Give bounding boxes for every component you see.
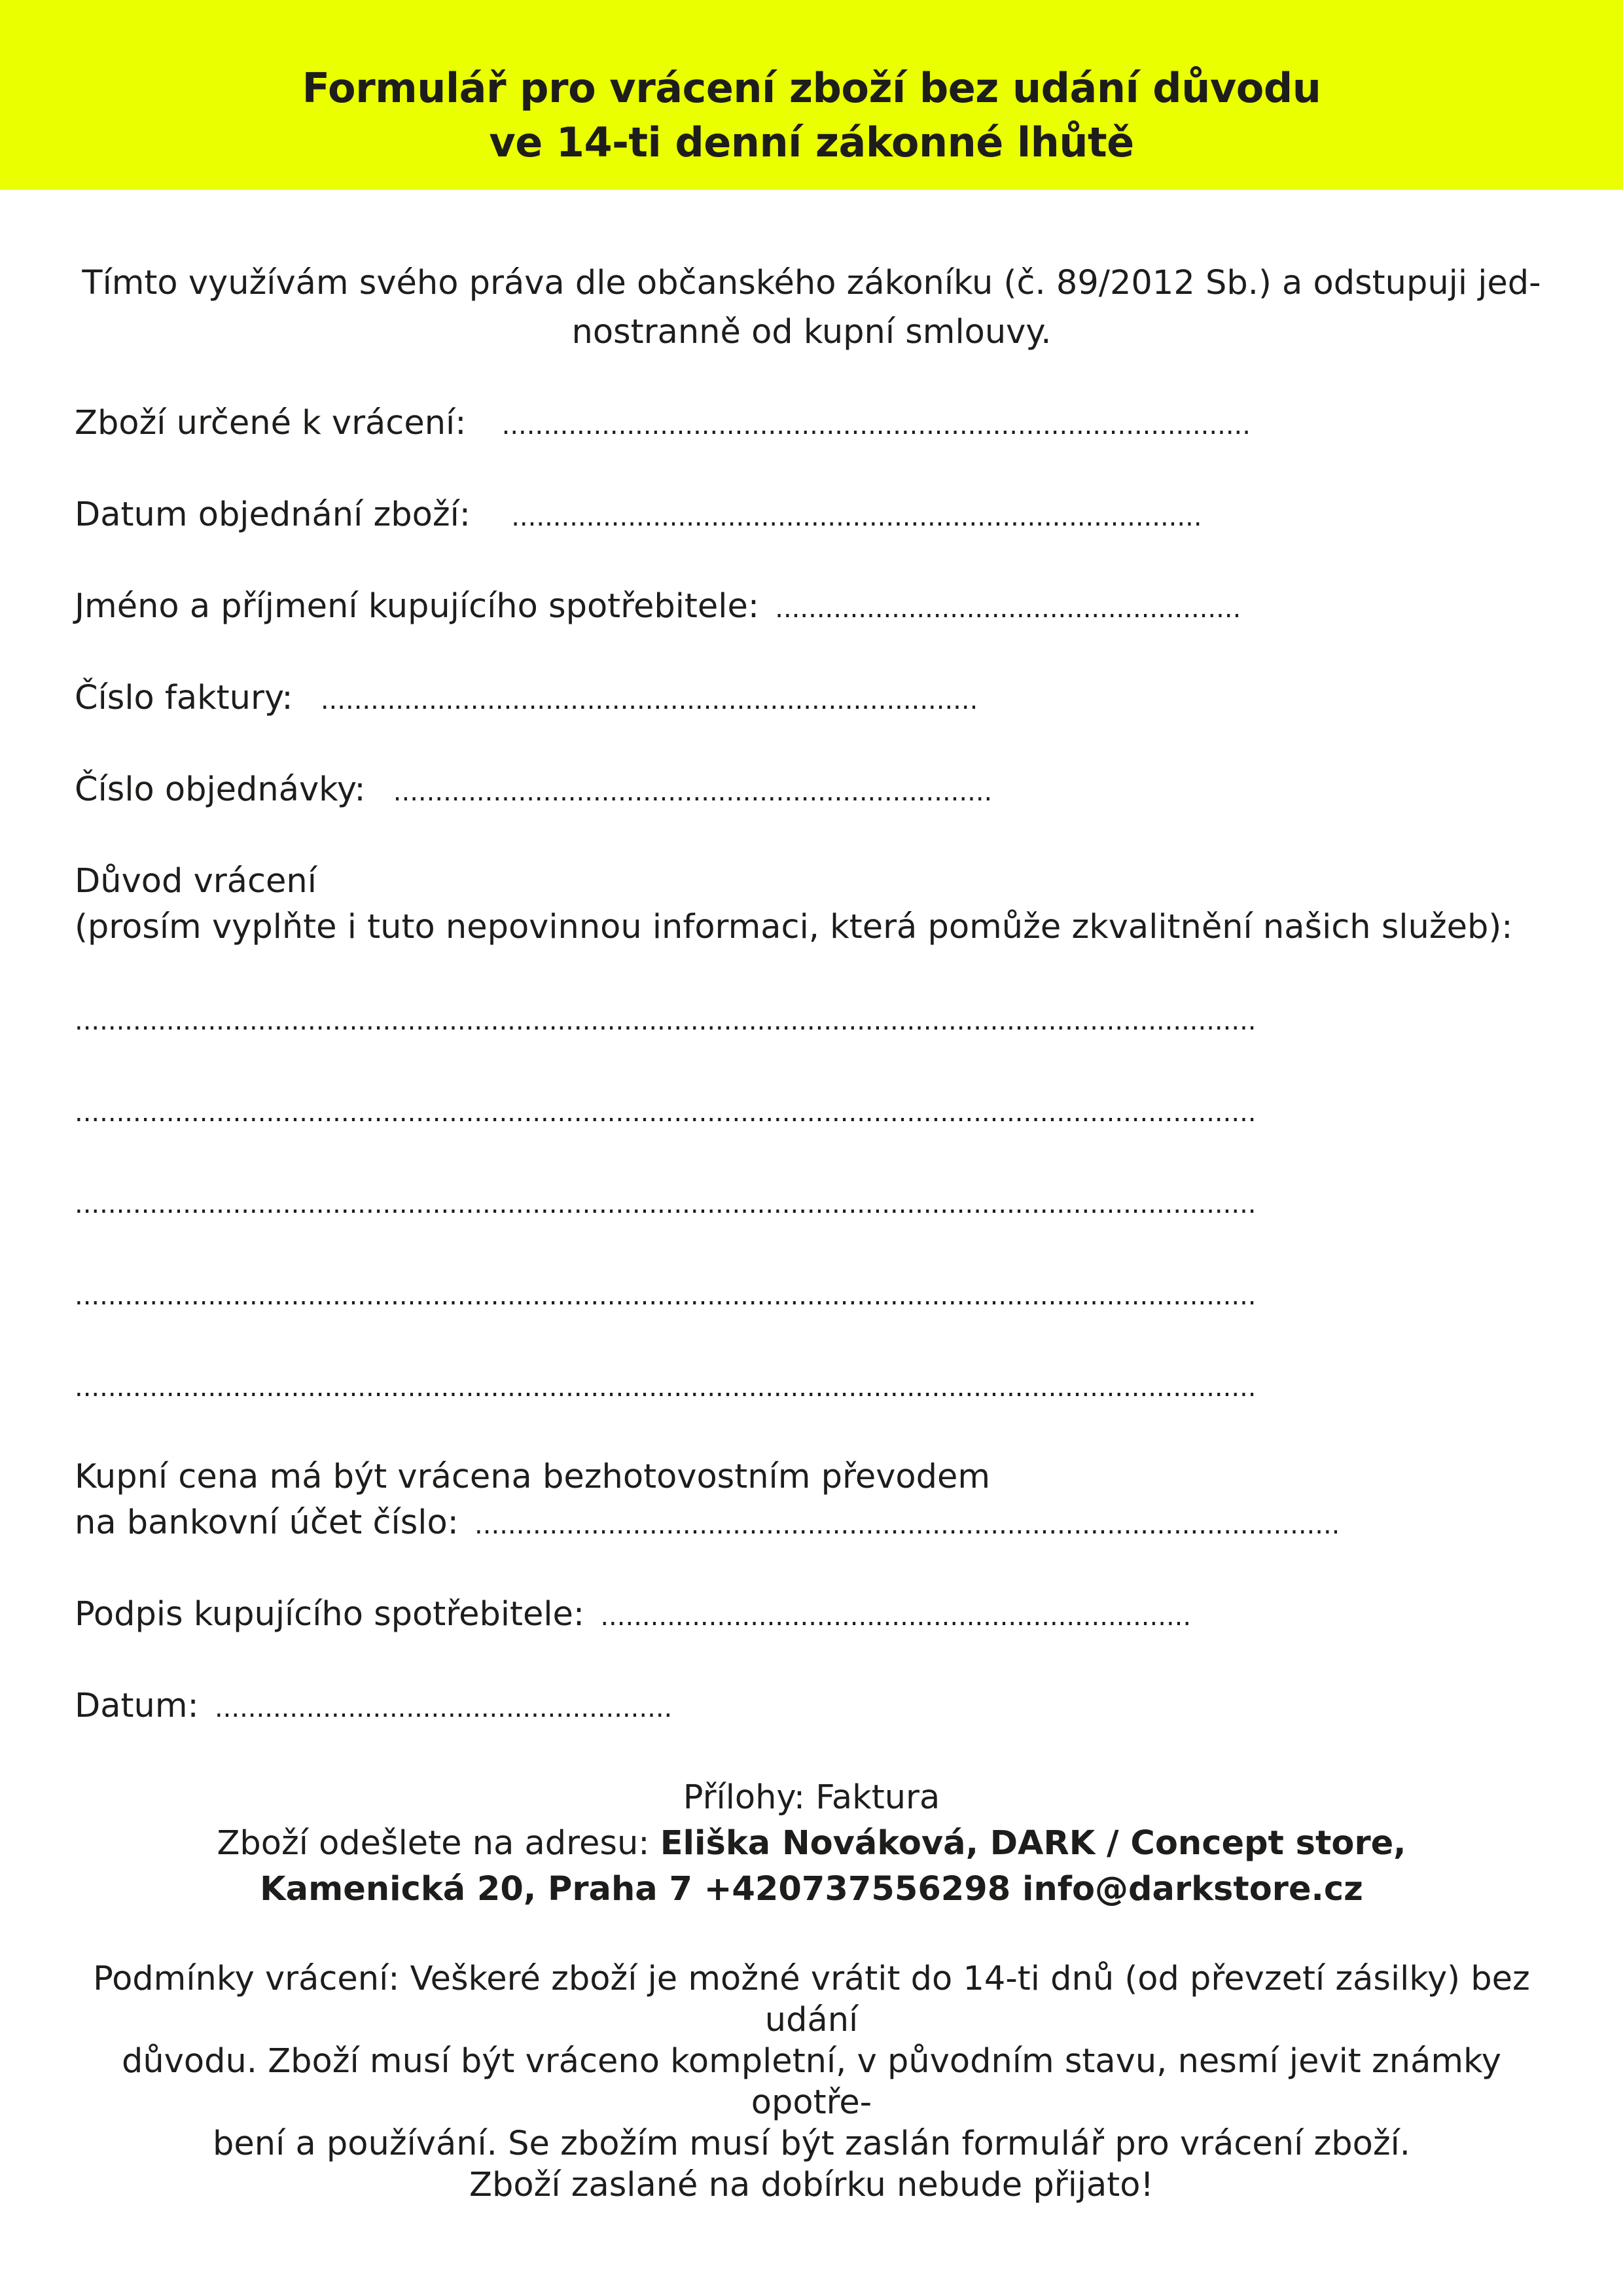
shipping-address-line2: Kamenická 20, Praha 7 +420737556298 info@darkstore.cz (260, 1870, 1363, 1909)
bank-account-label: na bankovní účet číslo: (75, 1503, 459, 1542)
reason-fill-line-3[interactable] (75, 1179, 1257, 1227)
reason-fill-line-5[interactable] (75, 1363, 1257, 1410)
order-date-fill-line[interactable]: ................................................................................... (511, 502, 1202, 532)
reason-fill-line-2[interactable] (75, 1088, 1257, 1136)
return-reason-note: (prosím vyplňte i tuto nepovinnou informaci, která pomůže zkvalitnění našich služeb): (75, 908, 1513, 946)
intro-line2: nostranně od kupní smlouvy. (571, 313, 1052, 351)
order-number-fill-line[interactable]: ........................................................................ (393, 777, 993, 807)
form-title-line2: ve 14-ti denní zákonné lhůtě (489, 118, 1134, 166)
date-fill-line[interactable]: ....................................................... (214, 1693, 673, 1723)
conditions-line4: bení a používání. Se zbožím musí být zaslán formulář pro vrácení zboží. (213, 2125, 1410, 2163)
signature-fill-line[interactable]: ....................................................................... (600, 1602, 1192, 1632)
address-prefix: Zboží odešlete na adresu: (217, 1824, 650, 1863)
form-title-line1: Formulář pro vrácení zboží bez udání důvodu (302, 64, 1321, 112)
order-date-label: Datum objednání zboží: (75, 495, 471, 534)
invoice-number-field (75, 675, 978, 723)
return-conditions (65, 1958, 1558, 2206)
intro-paragraph (79, 259, 1544, 357)
invoice-number-label: Číslo faktury: (75, 679, 293, 717)
intro-line1: Tímto využívám svého práva dle občanského zákoníku (č. 89/2012 Sb.) a odstupuji jed- (82, 264, 1541, 302)
bank-account-field (75, 1500, 1340, 1548)
date-label: Datum: (75, 1687, 199, 1725)
header-banner (0, 0, 1623, 190)
reason-fill-line-4[interactable] (75, 1271, 1257, 1319)
attachments-text: Přílohy: Faktura (683, 1778, 940, 1817)
shipping-info (65, 1775, 1558, 1912)
reason-dots-5: .............................................................................................................................................. (75, 1372, 1257, 1403)
reason-dots-3: .............................................................................................................................................. (75, 1189, 1257, 1219)
order-number-field (75, 767, 992, 815)
buyer-name-label: Jméno a příjmení kupujícího spotřebitele: (75, 587, 760, 626)
bank-account-fill-line[interactable]: ........................................................................................................ (474, 1510, 1340, 1540)
invoice-number-fill-line[interactable]: ............................................................................... (320, 685, 978, 715)
goods-label: Zboží určené k vrácení: (75, 404, 467, 442)
reason-fill-line-1[interactable] (75, 996, 1257, 1044)
signature-field (75, 1592, 1191, 1640)
conditions-line2: udání (764, 2001, 859, 2039)
date-field (75, 1683, 672, 1731)
goods-field (75, 401, 1251, 448)
buyer-name-fill-line[interactable]: ........................................................ (775, 594, 1241, 624)
conditions-line1: Podmínky vrácení: Veškeré zboží je možné vrátit do 14-ti dnů (od převzetí zásilky) bez (93, 1960, 1530, 1998)
goods-fill-line[interactable]: .......................................................................................... (501, 410, 1251, 440)
reason-dots-2: .............................................................................................................................................. (75, 1098, 1257, 1128)
order-date-field (75, 492, 1202, 540)
return-reason-label: Důvod vrácení (75, 862, 317, 901)
reason-dots-4: .............................................................................................................................................. (75, 1281, 1257, 1311)
signature-label: Podpis kupujícího spotřebitele: (75, 1595, 585, 1634)
buyer-name-field (75, 584, 1241, 632)
address-name: Eliška Nováková, DARK / Concept store, (660, 1824, 1406, 1863)
reason-dots-1: .............................................................................................................................................. (75, 1006, 1257, 1036)
order-number-label: Číslo objednávky: (75, 770, 366, 809)
refund-text: Kupní cena má být vrácena bezhotovostním převodem (75, 1458, 991, 1496)
conditions-line5: Zboží zaslané na dobírku nebude přijato! (469, 2166, 1154, 2204)
shipping-address-line1 (65, 1821, 1558, 1867)
conditions-line3: důvodu. Zboží musí být vráceno kompletní, v původním stavu, nesmí jevit známky opotře- (122, 2042, 1501, 2122)
